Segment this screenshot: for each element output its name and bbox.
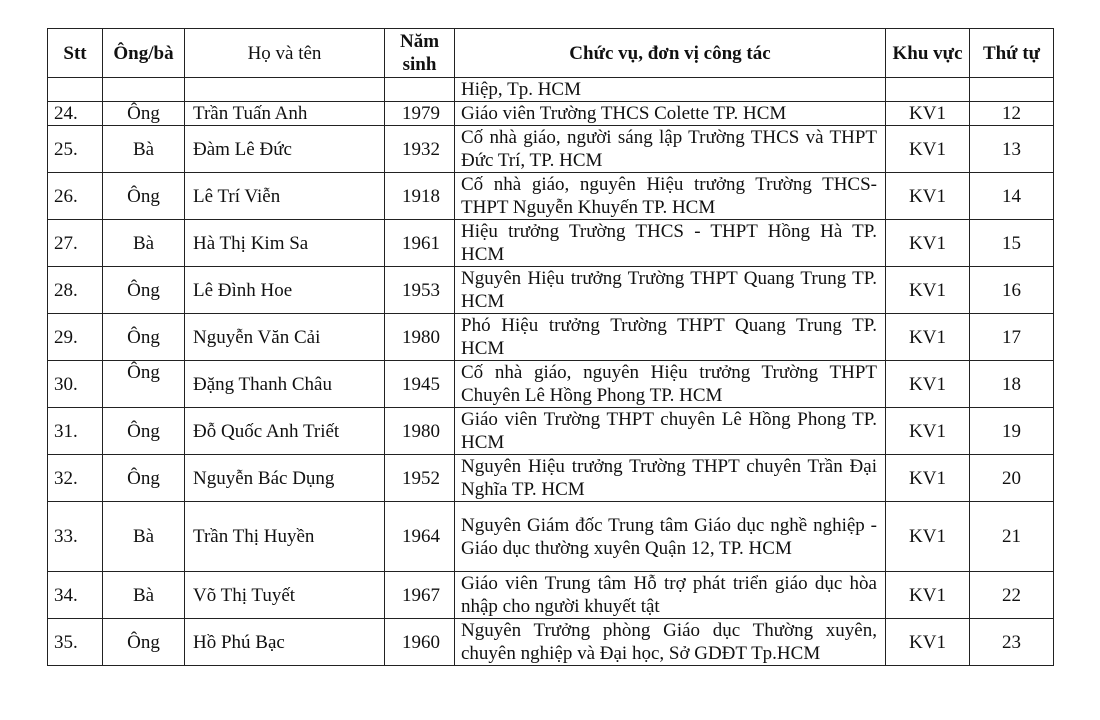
cell-region: KV1 bbox=[886, 126, 970, 173]
cell-stt bbox=[48, 78, 103, 102]
cell-year: 1918 bbox=[385, 173, 455, 220]
cell-region: KV1 bbox=[886, 408, 970, 455]
cell-region: KV1 bbox=[886, 220, 970, 267]
cell-name: Hồ Phú Bạc bbox=[185, 619, 385, 666]
cell-role: Nguyên Giám đốc Trung tâm Giáo dục nghề nghiệp - Giáo dục thường xuyên Quận 12, TP. HCM bbox=[455, 502, 886, 572]
header-order: Thứ tự bbox=[970, 29, 1054, 78]
cell-year: 1952 bbox=[385, 455, 455, 502]
cell-year: 1932 bbox=[385, 126, 455, 173]
cell-order: 21 bbox=[970, 502, 1054, 572]
cell-order: 17 bbox=[970, 314, 1054, 361]
table-row bbox=[48, 572, 1054, 619]
table-row bbox=[48, 220, 1054, 267]
cell-region: KV1 bbox=[886, 314, 970, 361]
cell-role: Hiệp, Tp. HCM bbox=[455, 78, 886, 102]
table-row bbox=[48, 267, 1054, 314]
cell-name: Hà Thị Kim Sa bbox=[185, 220, 385, 267]
cell-name: Lê Trí Viễn bbox=[185, 173, 385, 220]
header-title: Ông/bà bbox=[103, 29, 185, 78]
cell-region: KV1 bbox=[886, 102, 970, 126]
header-year: Năm sinh bbox=[385, 29, 455, 78]
table-row bbox=[48, 361, 1054, 408]
table-row bbox=[48, 408, 1054, 455]
header-role: Chức vụ, đơn vị công tác bbox=[455, 29, 886, 78]
header-stt: Stt bbox=[48, 29, 103, 78]
cell-stt: 25. bbox=[48, 126, 103, 173]
table-header-row bbox=[48, 29, 1054, 78]
cell-stt: 32. bbox=[48, 455, 103, 502]
cell-region: KV1 bbox=[886, 455, 970, 502]
cell-stt: 30. bbox=[48, 361, 103, 408]
cell-stt: 26. bbox=[48, 173, 103, 220]
cell-title: Ông bbox=[103, 455, 185, 502]
cell-title bbox=[103, 78, 185, 102]
cell-name: Lê Đình Hoe bbox=[185, 267, 385, 314]
table-row bbox=[48, 502, 1054, 572]
cell-name: Nguyễn Bác Dụng bbox=[185, 455, 385, 502]
cell-title: Bà bbox=[103, 572, 185, 619]
table-row bbox=[48, 619, 1054, 666]
cell-order: 16 bbox=[970, 267, 1054, 314]
cell-role: Cố nhà giáo, nguyên Hiệu trưởng Trường THCS-THPT Nguyễn Khuyến TP. HCM bbox=[455, 173, 886, 220]
cell-role: Phó Hiệu trưởng Trường THPT Quang Trung TP. HCM bbox=[455, 314, 886, 361]
cell-region bbox=[886, 78, 970, 102]
cell-region: KV1 bbox=[886, 173, 970, 220]
cell-stt: 29. bbox=[48, 314, 103, 361]
cell-year: 1980 bbox=[385, 314, 455, 361]
cell-order: 22 bbox=[970, 572, 1054, 619]
continuation-row bbox=[48, 78, 1054, 102]
cell-role: Hiệu trưởng Trường THCS - THPT Hồng Hà TP. HCM bbox=[455, 220, 886, 267]
cell-order: 13 bbox=[970, 126, 1054, 173]
cell-order: 12 bbox=[970, 102, 1054, 126]
cell-stt: 35. bbox=[48, 619, 103, 666]
cell-title: Ông bbox=[103, 619, 185, 666]
cell-year: 1967 bbox=[385, 572, 455, 619]
cell-name: Đỗ Quốc Anh Triết bbox=[185, 408, 385, 455]
honoree-table bbox=[47, 28, 1054, 666]
cell-role: Nguyên Hiệu trưởng Trường THPT chuyên Trần Đại Nghĩa TP. HCM bbox=[455, 455, 886, 502]
cell-title: Bà bbox=[103, 502, 185, 572]
cell-order: 23 bbox=[970, 619, 1054, 666]
cell-role: Nguyên Hiệu trưởng Trường THPT Quang Trung TP. HCM bbox=[455, 267, 886, 314]
cell-title: Ông bbox=[103, 102, 185, 126]
cell-year: 1980 bbox=[385, 408, 455, 455]
table-row bbox=[48, 173, 1054, 220]
cell-order: 19 bbox=[970, 408, 1054, 455]
cell-name: Võ Thị Tuyết bbox=[185, 572, 385, 619]
cell-title: Bà bbox=[103, 126, 185, 173]
cell-year: 1960 bbox=[385, 619, 455, 666]
cell-role: Giáo viên Trung tâm Hỗ trợ phát triển giáo dục hòa nhập cho người khuyết tật bbox=[455, 572, 886, 619]
cell-region: KV1 bbox=[886, 572, 970, 619]
cell-title: Bà bbox=[103, 220, 185, 267]
table-row bbox=[48, 314, 1054, 361]
cell-order: 18 bbox=[970, 361, 1054, 408]
cell-name: Trần Tuấn Anh bbox=[185, 102, 385, 126]
cell-role: Cố nhà giáo, nguyên Hiệu trưởng Trường THPT Chuyên Lê Hồng Phong TP. HCM bbox=[455, 361, 886, 408]
cell-name: Nguyễn Văn Cải bbox=[185, 314, 385, 361]
cell-year bbox=[385, 78, 455, 102]
cell-stt: 31. bbox=[48, 408, 103, 455]
cell-order: 20 bbox=[970, 455, 1054, 502]
cell-stt: 24. bbox=[48, 102, 103, 126]
cell-role: Nguyên Trưởng phòng Giáo dục Thường xuyên, chuyên nghiệp và Đại học, Sở GDĐT Tp.HCM bbox=[455, 619, 886, 666]
cell-year: 1979 bbox=[385, 102, 455, 126]
cell-order bbox=[970, 78, 1054, 102]
cell-role: Cố nhà giáo, người sáng lập Trường THCS và THPT Đức Trí, TP. HCM bbox=[455, 126, 886, 173]
cell-name: Đặng Thanh Châu bbox=[185, 361, 385, 408]
cell-name bbox=[185, 78, 385, 102]
cell-order: 15 bbox=[970, 220, 1054, 267]
cell-stt: 27. bbox=[48, 220, 103, 267]
cell-region: KV1 bbox=[886, 619, 970, 666]
cell-name: Trần Thị Huyền bbox=[185, 502, 385, 572]
cell-title: Ông bbox=[103, 267, 185, 314]
cell-region: KV1 bbox=[886, 267, 970, 314]
cell-stt: 28. bbox=[48, 267, 103, 314]
cell-title: Ông bbox=[103, 314, 185, 361]
cell-role: Giáo viên Trường THPT chuyên Lê Hồng Phong TP. HCM bbox=[455, 408, 886, 455]
cell-title: Ông bbox=[103, 173, 185, 220]
table-row bbox=[48, 102, 1054, 126]
table-row bbox=[48, 455, 1054, 502]
cell-region: KV1 bbox=[886, 502, 970, 572]
cell-name: Đàm Lê Đức bbox=[185, 126, 385, 173]
cell-role: Giáo viên Trường THCS Colette TP. HCM bbox=[455, 102, 886, 126]
cell-year: 1961 bbox=[385, 220, 455, 267]
cell-year: 1953 bbox=[385, 267, 455, 314]
cell-stt: 34. bbox=[48, 572, 103, 619]
cell-region: KV1 bbox=[886, 361, 970, 408]
header-region: Khu vực bbox=[886, 29, 970, 78]
cell-order: 14 bbox=[970, 173, 1054, 220]
cell-title: Ông bbox=[103, 408, 185, 455]
cell-stt: 33. bbox=[48, 502, 103, 572]
cell-title: Ông bbox=[103, 361, 185, 408]
table-row bbox=[48, 126, 1054, 173]
header-name: Họ và tên bbox=[185, 29, 385, 78]
cell-year: 1945 bbox=[385, 361, 455, 408]
cell-year: 1964 bbox=[385, 502, 455, 572]
